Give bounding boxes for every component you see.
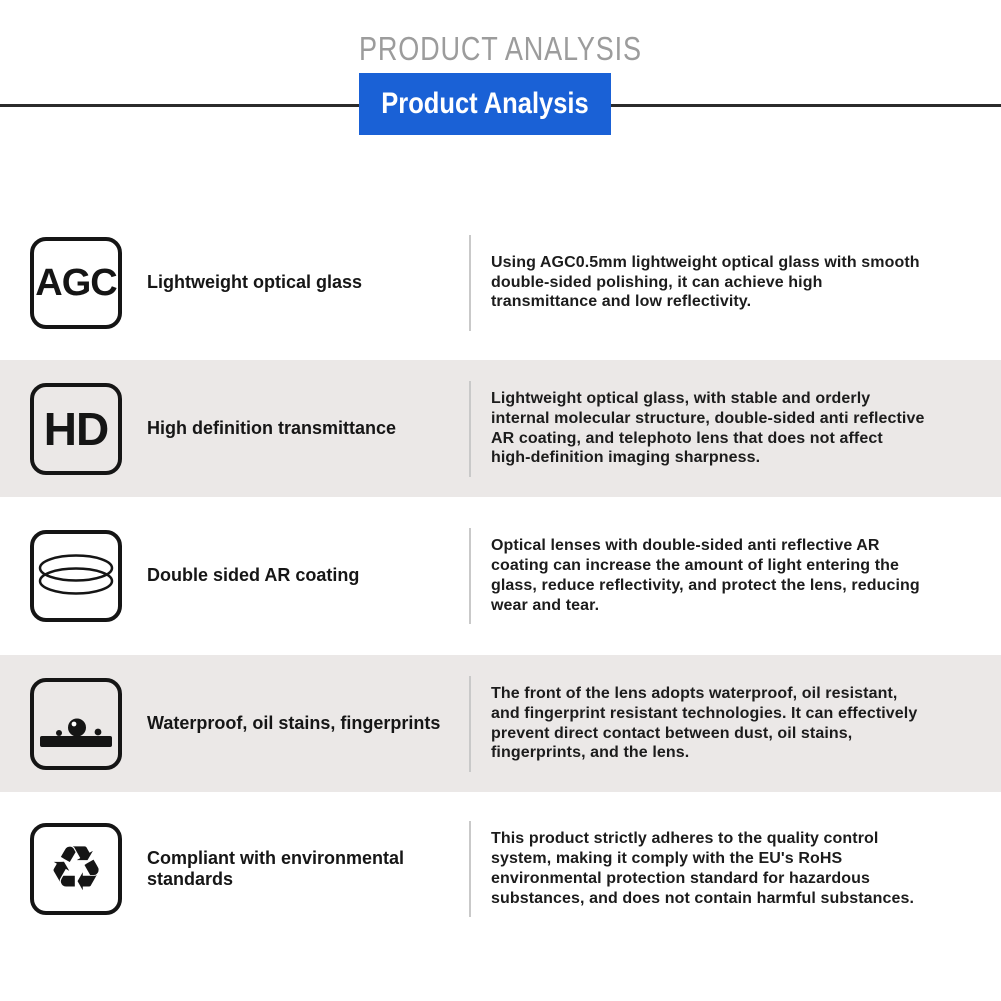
waterproof-icon-graphic [34, 682, 118, 766]
feature-title: Lightweight optical glass [147, 271, 363, 292]
feature-description: This product strictly adheres to the quality control system, making it comply with the EU's RoHS environmental protection standard for hazardous substances, and does not contain harmful substances. [491, 830, 915, 907]
feature-description: Lightweight optical glass, with stable and orderly internal molecular structure, double-sided anti reflective AR coating, and telephoto lens that does not affect high-definition imaging sharpness. [491, 389, 925, 467]
feature-description: Using AGC0.5mm lightweight optical glass with smooth double-sided polishing, it can achieve high transmittance and low reflectivity. [491, 253, 920, 311]
page-subtitle-text: PRODUCT ANALYSIS [359, 30, 642, 67]
feature-title: Double sided AR coating [147, 565, 360, 586]
vertical-divider [469, 235, 471, 331]
page-title: Product Analysis [381, 87, 589, 120]
feature-row-waterproof [0, 655, 1001, 792]
recycle-icon-glyph: ♻ [48, 832, 104, 905]
feature-row-lightweight-glass [0, 210, 1001, 355]
waterproof-icon [30, 678, 122, 770]
feature-title: Waterproof, oil stains, fingerprints [147, 712, 441, 733]
vertical-divider [469, 821, 471, 917]
agc-badge-icon [30, 237, 122, 329]
feature-description: Optical lenses with double-sided anti reflective AR coating can increase the amount of light entering the glass, reduce reflectivity, and protect the lens, reducing wear and tear. [491, 537, 920, 614]
agc-badge-text: AGC [35, 261, 117, 304]
recycle-icon [30, 823, 122, 915]
page-subtitle [0, 30, 1001, 68]
vertical-divider [469, 528, 471, 624]
feature-title: High definition transmittance [147, 417, 397, 438]
feature-row-ar-coating [0, 500, 1001, 652]
feature-row-hd-transmittance [0, 360, 1001, 497]
vertical-divider [469, 676, 471, 772]
feature-title: Compliant with environmental standards [147, 847, 405, 889]
lens-icon [30, 530, 122, 622]
feature-description: The front of the lens adopts waterproof, oil resistant, and fingerprint resistant technologies. It can effectively prevent direct contact between dust, oil stains, fingerprints, and the lens. [491, 684, 918, 762]
page-title-banner [359, 73, 611, 135]
vertical-divider [469, 381, 471, 477]
lens-icon-graphic [34, 534, 118, 618]
hd-badge-text: HD [43, 402, 109, 455]
hd-badge-icon [30, 383, 122, 475]
feature-row-environmental [0, 796, 1001, 942]
